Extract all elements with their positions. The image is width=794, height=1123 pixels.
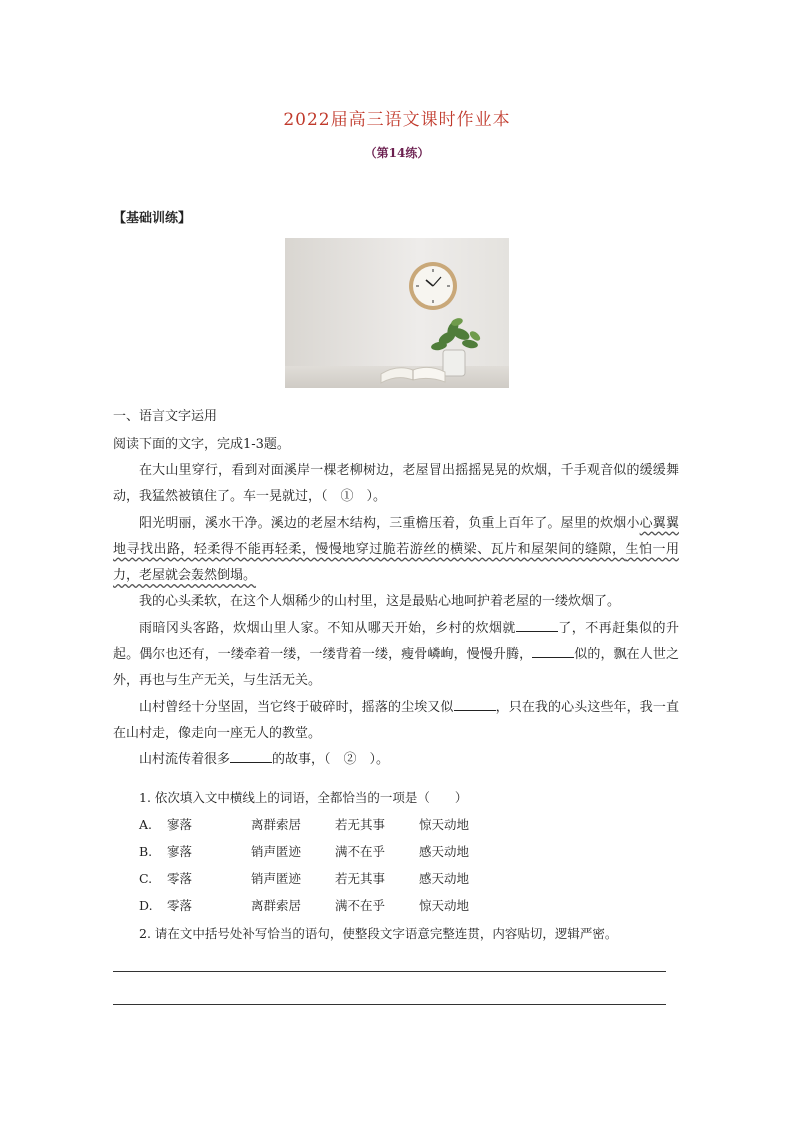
option-word: 零落 — [167, 871, 193, 886]
option-word: 惊天动地 — [419, 898, 470, 913]
paragraph-4-part-b: 了，不再赶集似的升起。偶尔也还有，一缕牵着一缕，一缕背着一缕，瘦骨嶙峋，慢慢升腾， — [113, 620, 679, 663]
option-word: 寥落 — [167, 817, 193, 832]
page-title: 2022届高三语文课时作业本 — [283, 110, 511, 130]
option-word: 销声匿迹 — [251, 844, 302, 859]
option-word: 销声匿迹 — [251, 871, 302, 886]
option-word: 离群索居 — [251, 817, 302, 832]
paragraph-3: 我的心头柔软，在这个人烟稀少的山村里，这是最贴心地呵护着老屋的一缕炊烟了。 — [139, 594, 621, 610]
paragraph-2 — [113, 511, 679, 590]
option-a[interactable] — [139, 815, 503, 833]
page-subtitle: （第14练） — [364, 146, 430, 160]
paragraph-6-part-b: 的故事，（ ② ）。 — [272, 752, 390, 768]
reading-passage — [113, 458, 679, 774]
option-word: 零落 — [167, 898, 193, 913]
wavy-underlined-text-end: 生怕一用力，老屋就会轰然倒塌。 — [113, 541, 679, 584]
paragraph-1: 在大山里穿行，看到对面溪岸一棵老柳树边，老屋冒出摇摇晃晃的炊烟，千手观音似的缓缓舞动，我猛然被镇住了。车一晃就过，（ ① ）。 — [113, 463, 679, 505]
paragraph-5 — [113, 695, 679, 748]
option-c[interactable] — [139, 869, 503, 887]
option-letter: C. — [139, 871, 153, 886]
option-letter: B. — [139, 844, 153, 859]
option-letter: A. — [139, 817, 153, 832]
question-2: 2. 请在文中括号处补写恰当的语句，使整段文字语意完整连贯，内容贴切，逻辑严密。 — [139, 926, 618, 941]
clock-plant-book-photo — [285, 238, 509, 388]
paragraph-6-part-a: 山村流传着很多 — [139, 752, 231, 768]
option-word: 感天动地 — [419, 844, 470, 859]
paragraph-4 — [113, 616, 679, 695]
reading-instruction: 阅读下面的文字，完成1-3题。 — [113, 437, 290, 452]
section-heading: 一、语言文字运用 — [113, 409, 218, 424]
fill-blank-3[interactable] — [454, 696, 496, 711]
option-b[interactable] — [139, 842, 503, 860]
answer-line-2[interactable] — [113, 1004, 666, 1005]
fill-blank-2[interactable] — [532, 643, 574, 658]
fill-blank-4[interactable] — [230, 748, 272, 763]
section-tag: 【基础训练】 — [113, 211, 192, 226]
wavy-underlined-text: 心翼翼地寻找出路，轻柔得不能再轻柔，慢慢地穿过脆若游丝的横梁、瓦片和屋架间的缝隙， — [113, 515, 679, 557]
option-letter: D. — [139, 898, 153, 913]
option-word: 惊天动地 — [419, 817, 470, 832]
paragraph-5-part-b: ，只在我的心头这些年，我一直在山村走，像走向一座无人的教堂。 — [113, 699, 679, 741]
option-word: 离群索居 — [251, 898, 302, 913]
paragraph-2-part-a: 阳光明丽，溪水干净。溪边的老屋木结构，三重檐压着，负重上百年了。屋里的炊烟小 — [139, 515, 640, 531]
paragraph-5-part-a: 山村曾经十分坚固，当它终于破碎时，摇落的尘埃又似 — [139, 699, 454, 715]
paragraph-4-part-c: 似的，飘在人世之外，再也与生产无关，与生活无关。 — [113, 647, 679, 689]
question-1: 1. 依次填入文中横线上的词语，全都恰当的一项是（ ） — [139, 790, 468, 805]
option-word: 若无其事 — [335, 817, 386, 832]
paragraph-6 — [113, 747, 679, 773]
option-word: 若无其事 — [335, 871, 386, 886]
option-d[interactable] — [139, 896, 503, 914]
answer-line-1[interactable] — [113, 971, 666, 972]
option-word: 满不在乎 — [335, 898, 386, 913]
fill-blank-1[interactable] — [516, 617, 558, 632]
option-word: 满不在乎 — [335, 844, 386, 859]
option-word: 感天动地 — [419, 871, 470, 886]
paragraph-4-part-a: 雨暗冈头客路，炊烟山里人家。不知从哪天开始，乡村的炊烟就 — [139, 620, 516, 636]
option-word: 寥落 — [167, 844, 193, 859]
